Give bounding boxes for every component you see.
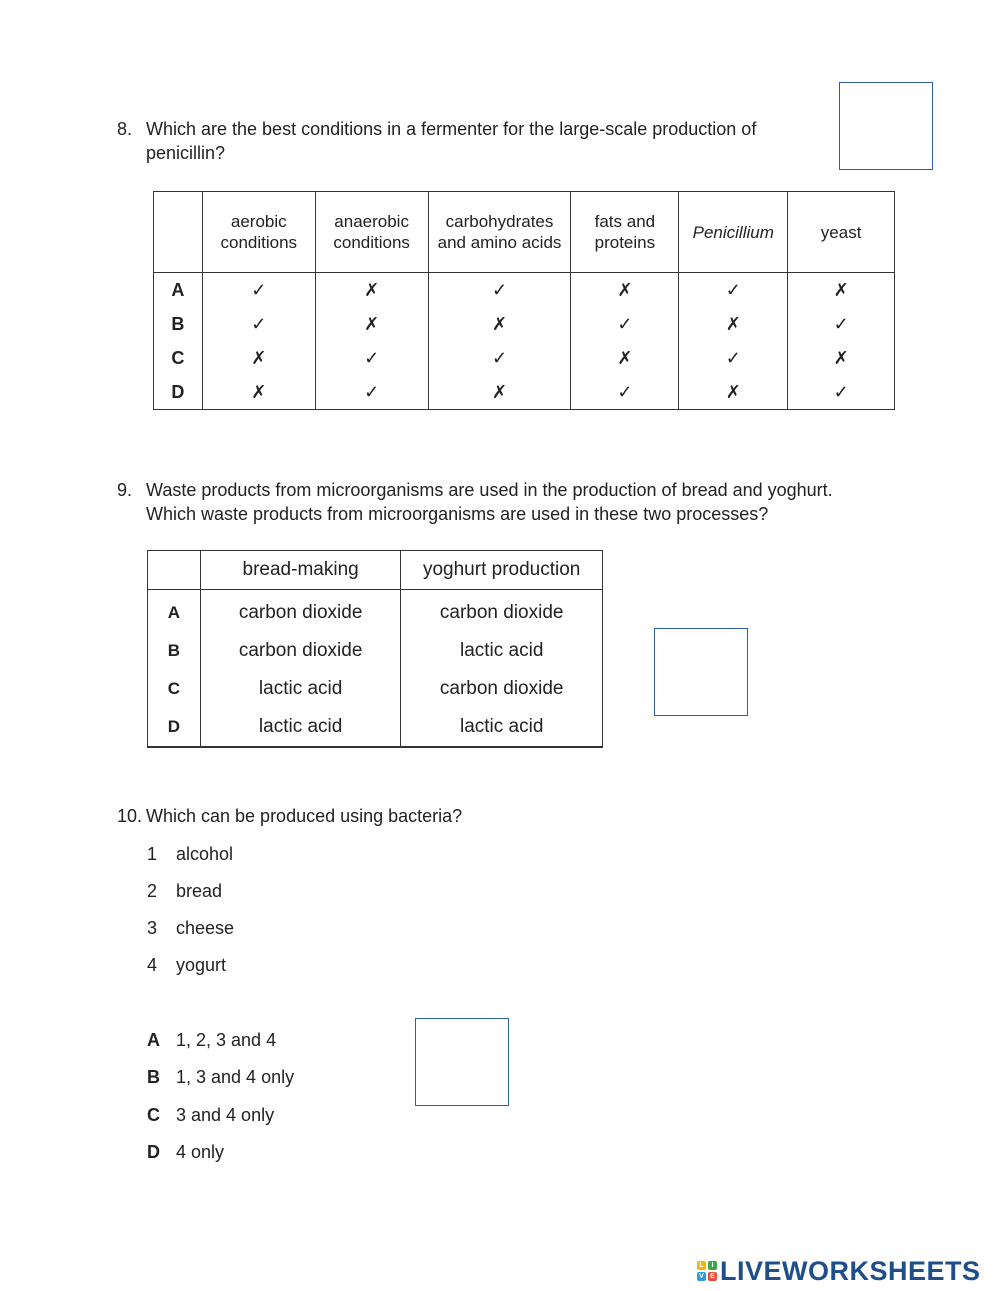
- logo-mark-tile: E: [708, 1272, 717, 1281]
- table-cell: ✓: [679, 273, 788, 308]
- table-cell: ✗: [202, 341, 315, 375]
- table-cell: ✗: [571, 341, 679, 375]
- table-row: [148, 632, 603, 670]
- item-text: alcohol: [176, 844, 234, 864]
- logo-mark-tile: L: [697, 1261, 706, 1270]
- table-cell: ✗: [428, 307, 571, 341]
- header-cell: anaerobic conditions: [315, 192, 428, 273]
- answer-option: [147, 1103, 274, 1127]
- list-item: [147, 953, 226, 977]
- table-cell: ✗: [788, 341, 895, 375]
- table-row: [148, 708, 603, 747]
- header-cell: yeast: [788, 192, 895, 273]
- option-label: C: [147, 1105, 160, 1125]
- table-cell: carbon dioxide: [200, 632, 401, 670]
- answer-option: [147, 1140, 224, 1164]
- logo-mark-icon: [697, 1261, 717, 1281]
- item-number: 1: [147, 844, 158, 864]
- list-item: [147, 879, 222, 903]
- row-label: D: [154, 375, 203, 410]
- item-text: yogurt: [176, 955, 227, 975]
- table-cell: ✓: [788, 375, 895, 410]
- table-cell: ✗: [428, 375, 571, 410]
- row-label: A: [154, 273, 203, 308]
- table-cell: lactic acid: [401, 632, 603, 670]
- table-cell: ✓: [315, 341, 428, 375]
- logo-mark-tile: V: [697, 1272, 706, 1281]
- question-text-line1: Which are the best conditions in a fermenter for the large-scale production of: [146, 119, 757, 139]
- row-label: C: [148, 670, 201, 708]
- question-text-line2: Which waste products from microorganisms are used in these two processes?: [146, 504, 769, 524]
- item-number: 3: [147, 918, 158, 938]
- option-text: 4 only: [176, 1142, 225, 1162]
- logo-mark-tile: I: [708, 1261, 717, 1270]
- header-cell: carbohydrates and amino acids: [428, 192, 571, 273]
- item-number: 2: [147, 881, 158, 901]
- answer-box-q8[interactable]: [839, 82, 933, 170]
- header-cell: fats and proteins: [571, 192, 679, 273]
- table-cell: lactic acid: [200, 670, 401, 708]
- waste-products-table: [147, 550, 603, 748]
- fermenter-conditions-table: [153, 191, 895, 410]
- question-8: [117, 117, 817, 167]
- item-text: bread: [176, 881, 223, 901]
- header-cell: Penicillium: [679, 192, 788, 273]
- item-text: cheese: [176, 918, 235, 938]
- table-row: [154, 273, 895, 308]
- table-header-row: [154, 192, 895, 273]
- row-label: B: [154, 307, 203, 341]
- row-label: A: [148, 590, 201, 633]
- table-cell: carbon dioxide: [401, 670, 603, 708]
- table-header-row: [148, 551, 603, 590]
- answer-option: [147, 1065, 294, 1089]
- table-cell: ✓: [202, 273, 315, 308]
- table-cell: ✓: [428, 273, 571, 308]
- table-row: [154, 307, 895, 341]
- table-cell: ✗: [679, 375, 788, 410]
- table-cell: ✓: [571, 375, 679, 410]
- option-label: B: [147, 1067, 160, 1087]
- question-number: 8.: [117, 119, 133, 139]
- row-label: C: [154, 341, 203, 375]
- table-cell: ✓: [202, 307, 315, 341]
- answer-box-q10[interactable]: [415, 1018, 509, 1106]
- item-number: 4: [147, 955, 158, 975]
- header-cell: bread-making: [200, 551, 401, 590]
- table-cell: ✗: [571, 273, 679, 308]
- option-label: D: [147, 1142, 160, 1162]
- option-text: 1, 3 and 4 only: [176, 1067, 295, 1087]
- header-cell: aerobic conditions: [202, 192, 315, 273]
- option-text: 1, 2, 3 and 4: [176, 1030, 277, 1050]
- logo-text: LIVEWORKSHEETS: [720, 1255, 981, 1286]
- header-cell: [148, 551, 201, 590]
- question-number: 10.: [117, 806, 143, 826]
- table-cell: ✓: [788, 307, 895, 341]
- row-label: B: [148, 632, 201, 670]
- table-row: [154, 341, 895, 375]
- question-text-line2: penicillin?: [146, 143, 226, 163]
- question-9: [117, 478, 917, 528]
- header-cell: [154, 192, 203, 273]
- table-cell: lactic acid: [200, 708, 401, 747]
- answer-option: [147, 1028, 276, 1052]
- table-cell: carbon dioxide: [200, 590, 401, 633]
- row-label: D: [148, 708, 201, 747]
- question-text: Which can be produced using bacteria?: [146, 806, 463, 826]
- list-item: [147, 842, 233, 866]
- question-text-line1: Waste products from microorganisms are used in the production of bread and yoghurt.: [146, 480, 833, 500]
- table-cell: ✗: [679, 307, 788, 341]
- answer-box-q9[interactable]: [654, 628, 748, 716]
- liveworksheets-logo: [697, 1256, 981, 1286]
- question-number: 9.: [117, 480, 133, 500]
- table-cell: ✗: [315, 307, 428, 341]
- table-cell: ✓: [428, 341, 571, 375]
- table-row: [148, 590, 603, 633]
- table-cell: carbon dioxide: [401, 590, 603, 633]
- table-cell: ✗: [788, 273, 895, 308]
- option-text: 3 and 4 only: [176, 1105, 275, 1125]
- question-10: [117, 804, 617, 830]
- table-cell: ✓: [679, 341, 788, 375]
- table-cell: ✓: [315, 375, 428, 410]
- table-cell: ✗: [202, 375, 315, 410]
- table-row: [148, 670, 603, 708]
- table-cell: ✓: [571, 307, 679, 341]
- table-cell: lactic acid: [401, 708, 603, 747]
- table-cell: ✗: [315, 273, 428, 308]
- option-label: A: [147, 1030, 160, 1050]
- header-cell: yoghurt production: [401, 551, 603, 590]
- list-item: [147, 916, 234, 940]
- table-row: [154, 375, 895, 410]
